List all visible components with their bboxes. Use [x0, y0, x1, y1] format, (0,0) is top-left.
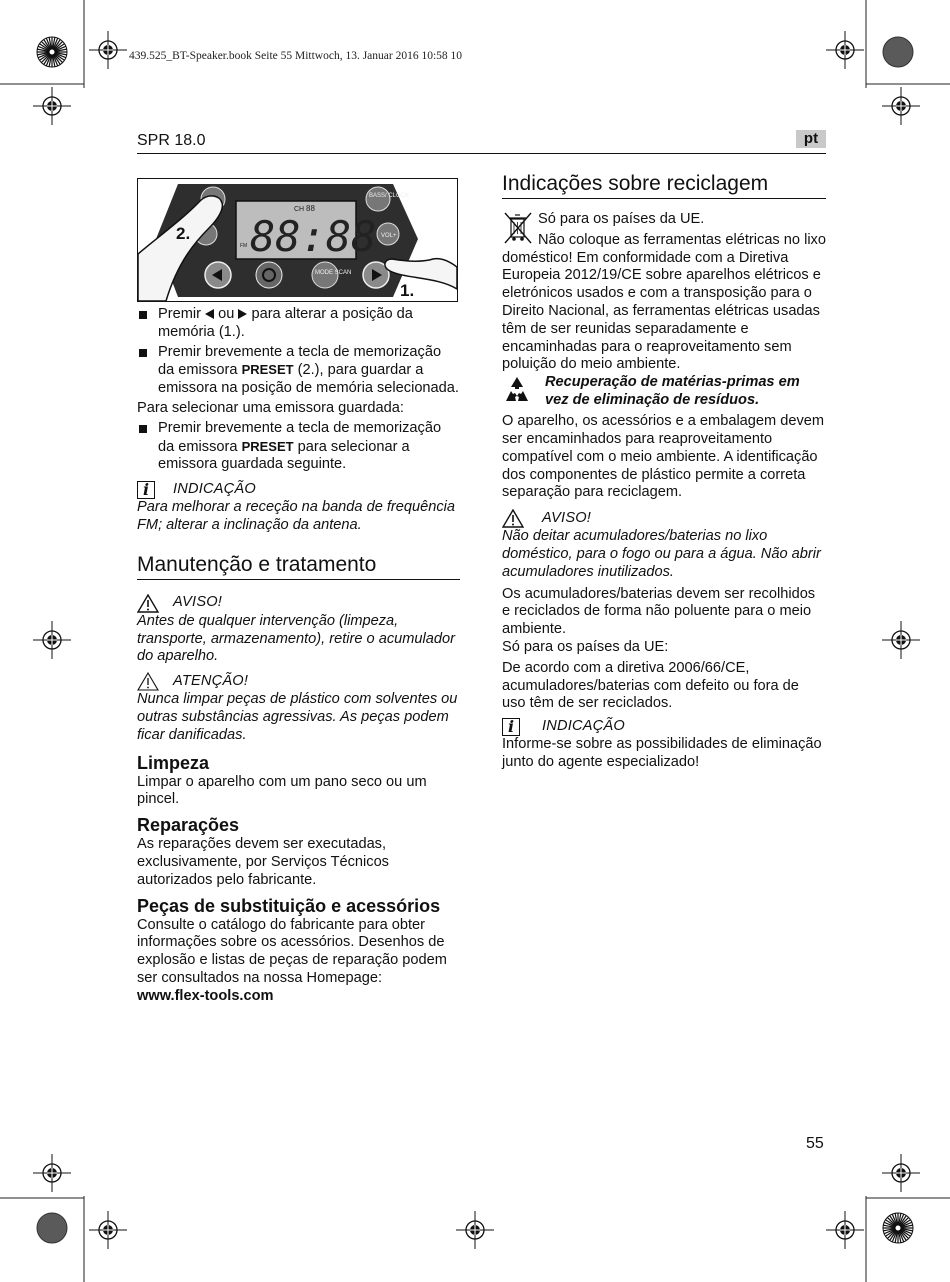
lcd-display: 88:88 [250, 212, 377, 261]
radio-panel-illustration [138, 179, 457, 301]
vol-label: VOL+ [381, 233, 397, 239]
left-column [137, 306, 460, 1006]
language-badge: pt [796, 130, 826, 148]
parts-text: Consulte o catálogo do fabricante para obter informações sobre os acessórios. Desenhos de explosão e listas de peças de reparação podem ser consultados na nossa Homepage: [137, 916, 447, 986]
bullet-square [139, 425, 147, 433]
info-icon: i [502, 718, 520, 736]
warning-heading: AVISO! [137, 594, 460, 613]
directive-text: De acordo com a diretiva 2006/66/CE, acumuladores/baterias com defeito ou fora de uso têm de ser reciclados. [502, 659, 799, 712]
section-rule [137, 579, 460, 580]
radio-panel-figure [137, 178, 458, 302]
callout-2: 2. [176, 224, 191, 243]
bullet-select-station: Premir brevemente a tecla de memorização da emissora PRESET para selecionar a emissora guardada seguinte. [137, 420, 460, 474]
recycling-icon [502, 375, 532, 405]
caution-text: Nunca limpar peças de plástico com solventes ou outras substâncias agressivas. As peças podem ficar danificadas. [137, 691, 458, 743]
recycling-title: Indicações sobre reciclagem [502, 172, 769, 195]
warning-text: Antes de qualquer intervenção (limpeza, transporte, armazenamento), retire o acumulador do aparelho. [137, 612, 455, 665]
preset-key: PRESET [241, 362, 294, 378]
warning-triangle-icon [502, 509, 524, 528]
right-column [502, 172, 826, 772]
model-name: SPR 18.0 [137, 132, 206, 149]
repairs-title: Reparações [137, 815, 240, 836]
warning-heading-battery: AVISO! [502, 509, 826, 528]
caution-triangle-icon [137, 672, 159, 691]
bullet-change-memory: Premir ou para alterar a posição da memória (1.). [137, 306, 460, 342]
note-text: Para melhorar a receção na banda de frequência FM; alterar a inclinação da antena. [137, 499, 456, 533]
eu-only-note: Só para os países da UE. [538, 211, 705, 227]
bass-clock-label: BASS/ CLOCK [369, 193, 410, 199]
cleaning-title: Limpeza [137, 752, 210, 773]
eu-only-note-2: Só para os países da UE: [502, 638, 669, 655]
cleaning-text: Limpar o aparelho com um pano seco ou um pincel. [137, 773, 427, 808]
info-icon: i [137, 481, 155, 499]
battery-collection-text: Os acumuladores/baterias devem ser recolhidos e reciclados de forma não poluente para o meio ambiente. [502, 585, 816, 638]
header-rule [137, 153, 826, 154]
caution-heading: ATENÇÃO! [137, 672, 460, 691]
warning-triangle-icon [137, 594, 159, 613]
maintenance-title: Manutenção e tratamento [137, 552, 377, 576]
battery-warning-text: Não deitar acumuladores/baterias no lixo doméstico, para o fogo ou para a água. Não abrir acumuladores inutilizados. [502, 528, 821, 580]
weee-block [502, 211, 826, 374]
parts-title: Peças de substituição e acessórios [137, 895, 441, 916]
lcd-ch-value: 88 [306, 204, 315, 213]
preset-key: PRESET [241, 438, 294, 454]
page-number: 55 [806, 1135, 824, 1152]
bullet-square [139, 349, 147, 357]
bullet-store-station: Premir brevemente a tecla de memorização da emissora PRESET (2.), para guardar a emissora na posição de memória selecionada. [137, 344, 460, 398]
repairs-text: As reparações devem ser executadas, exclusivamente, por Serviços Técnicos autorizados pelo fabricante. [137, 836, 389, 888]
raw-material-block [502, 374, 826, 410]
website-link[interactable]: www.flex-tools.com [137, 987, 274, 1004]
raw-material-title: Recuperação de matérias-primas em vez de eliminação de resíduos. [545, 374, 800, 408]
print-info: 439.525_BT-Speaker.book Seite 55 Mittwoch, 13. Januar 2016 10:58 10 [129, 50, 463, 62]
crossed-bin-icon [502, 211, 534, 245]
left-triangle-icon [205, 309, 214, 319]
note-heading: i INDICAÇÃO [137, 481, 460, 499]
note-heading-2: i INDICAÇÃO [502, 718, 826, 736]
mode-scan-label: MODE SCAN [315, 270, 352, 276]
raw-material-text: O aparelho, os acessórios e a embalagem devem ser encaminhados para reaproveitamento compatível com o meio ambiente. A identificação dos componentes de plástico permite a correta separação para reciclagem. [502, 413, 825, 501]
right-triangle-icon [238, 309, 247, 319]
bullet-square [139, 311, 147, 319]
section-rule [502, 198, 826, 199]
note-text-2: Informe-se sobre as possibilidades de eliminação junto do agente especializado! [502, 736, 822, 770]
weee-text: Não coloque as ferramentas elétricas no lixo doméstico! Em conformidade com a Diretiva Europeia 2012/19/CE sobre aparelhos elétricos e eletrónicos usados e com a transposição para o Direito Nacional, as ferramentas elétricas usadas têm de ser reunidas separadamente e encaminhadas para o reaproveitamento sem poluição do meio ambiente. [502, 231, 826, 373]
maintenance-section [137, 553, 460, 580]
lcd-ch-label: CH [294, 206, 305, 213]
lcd-fm-label: FM [240, 243, 248, 249]
callout-1: 1. [400, 281, 415, 300]
select-intro: Para selecionar uma emissora guardada: [137, 399, 404, 416]
